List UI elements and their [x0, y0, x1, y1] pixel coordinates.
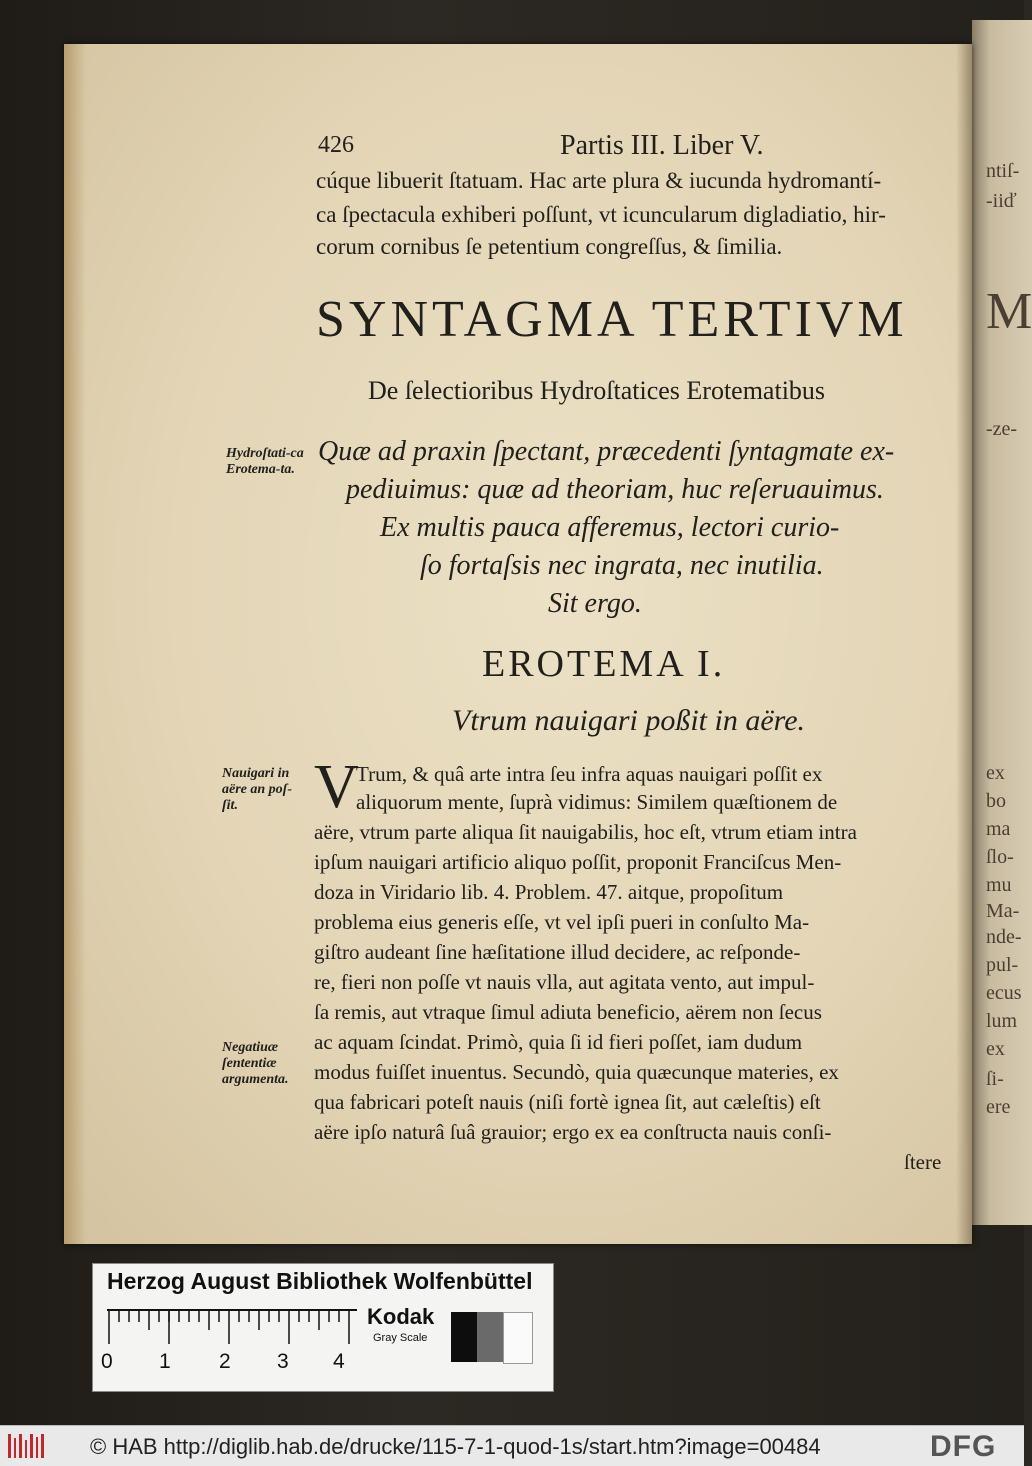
erotema-question: Vtrum nauigari poßit in aëre. [452, 704, 806, 737]
body-line: ipſum nauigari artificio aliquo poſſit, proponit Franciſcus Men- [314, 850, 842, 874]
next-page-fragment: lum [986, 1010, 1018, 1032]
catchword: ſtere [904, 1150, 942, 1174]
intro-line: Sit ergo. [548, 588, 642, 619]
next-page-edge [972, 20, 1032, 1225]
dfg-logo: DFG [930, 1430, 997, 1463]
next-page-fragment: M [986, 283, 1032, 340]
next-page-fragment: ex [986, 762, 1005, 784]
intro-line: ſo fortaſsis nec ingrata, nec inutilia. [420, 550, 824, 581]
body-line: problema eius generis eſſe, vt vel ipſi pueri in conſulto Ma- [314, 910, 810, 934]
ruler-label: 3 [277, 1350, 289, 1373]
ruler-scale [107, 1308, 357, 1348]
section-title: SYNTAGMA TERTIVM [316, 291, 908, 348]
running-head: Partis III. Liber V. [560, 130, 764, 161]
opening-line: cúque libuerit ſtatuam. Hac arte plura & iucunda hydromantí- [316, 168, 882, 193]
next-page-fragment: -ze- [986, 418, 1018, 440]
next-page-fragment: ntiſ- [986, 160, 1020, 182]
gray-swatch [477, 1312, 503, 1362]
margin-note-navigari: Nauigari in aëre an poſ-ſit. [222, 766, 292, 813]
ruler-label: 0 [101, 1350, 113, 1373]
next-page-fragment: ſi- [986, 1068, 1004, 1090]
next-page-fragment: -iiď [986, 190, 1017, 212]
next-page-fragment: ecus [986, 982, 1022, 1004]
next-page-fragment: bo [986, 790, 1006, 812]
next-page-fragment: Ma- [986, 900, 1020, 922]
next-page-fragment: nde- [986, 926, 1022, 948]
intro-line: Quæ ad praxin ſpectant, præcedenti ſyntagmate ex- [318, 436, 895, 467]
body-line: doza in Viridario lib. 4. Problem. 47. aitque, propoſitum [314, 880, 784, 904]
source-link[interactable]: © HAB http://diglib.hab.de/drucke/115-7-1-quod-1s/start.htm?image=00484 [90, 1434, 821, 1459]
body-line: aëre, vtrum parte aliqua ſit nauigabilis, hoc eſt, vtrum etiam intra [314, 820, 857, 844]
book-page [64, 44, 972, 1244]
body-line: aëre ipſo naturâ ſuâ grauior; ergo ex ea conſtructa nauis conſi- [314, 1120, 832, 1144]
next-page-fragment: ma [986, 818, 1011, 840]
body-line: re, fieri non poſſe vt nauis vlla, aut agitata vento, aut impul- [314, 970, 815, 994]
section-subtitle: De ſelectioribus Hydroſtatices Erotematibus [368, 376, 826, 405]
next-page-fragment: ere [986, 1096, 1011, 1118]
body-line: ſa remis, aut vtraque ſimul adiuta beneficio, aërem non ſecus [314, 1000, 822, 1024]
ruler-label: 1 [159, 1350, 171, 1373]
opening-line: ca ſpectacula exhiberi poſſunt, vt icuncularum digladiatio, hir- [316, 202, 886, 227]
next-page-fragment: mu [986, 874, 1012, 896]
kodak-logo: Kodak [367, 1304, 435, 1329]
gray-scale-label: Gray Scale [373, 1332, 428, 1344]
black-swatch [451, 1312, 477, 1362]
body-line: aliquorum mente, ſuprà vidimus: Similem quæſtionem de [356, 790, 838, 814]
erotema-heading: EROTEMA I. [482, 643, 726, 685]
next-page-fragment: ex [986, 1038, 1005, 1060]
drop-cap: V [314, 753, 359, 821]
institution-name: Herzog August Bibliothek Wolfenbüttel [107, 1268, 533, 1294]
body-line: modus fuiſſet inuentus. Secundò, quia quæcunque materies, ex [314, 1060, 839, 1084]
margin-note-hydrostatica: Hydroſtati-ca Erotema-ta. [226, 446, 304, 477]
color-target-card [92, 1263, 554, 1392]
body-line: qua fabricari poteſt nauis (niſi fortè ignea ſit, aut cæleſtis) eſt [314, 1090, 821, 1114]
next-page-fragment: ſlo- [986, 846, 1014, 868]
opening-line: corum cornibus ſe petentium congreſſus, & ſimilia. [316, 234, 783, 259]
page-number: 426 [318, 132, 354, 158]
ruler-label: 4 [333, 1350, 345, 1373]
margin-note-negativae: Negatiuæ ſententiæ argumenta. [222, 1040, 289, 1087]
barcode-icon [8, 1432, 48, 1460]
body-line: Trum, & quâ arte intra ſeu infra aquas nauigari poſſit ex [356, 762, 823, 786]
ruler-label: 2 [219, 1350, 231, 1373]
body-line: giſtro audeant ſine hæſitatione illud decidere, ac reſponde- [314, 940, 801, 964]
next-page-fragment: pul- [986, 954, 1019, 976]
intro-line: Ex multis pauca afferemus, lectori curio- [380, 512, 840, 543]
body-line: ac aquam ſcindat. Primò, quia ſi id fieri poſſet, iam dudum [314, 1030, 803, 1054]
white-swatch [503, 1312, 533, 1364]
intro-line: pediuimus: quæ ad theoriam, huc reſeruauimus. [346, 474, 884, 505]
footer-bar [0, 1425, 1024, 1466]
